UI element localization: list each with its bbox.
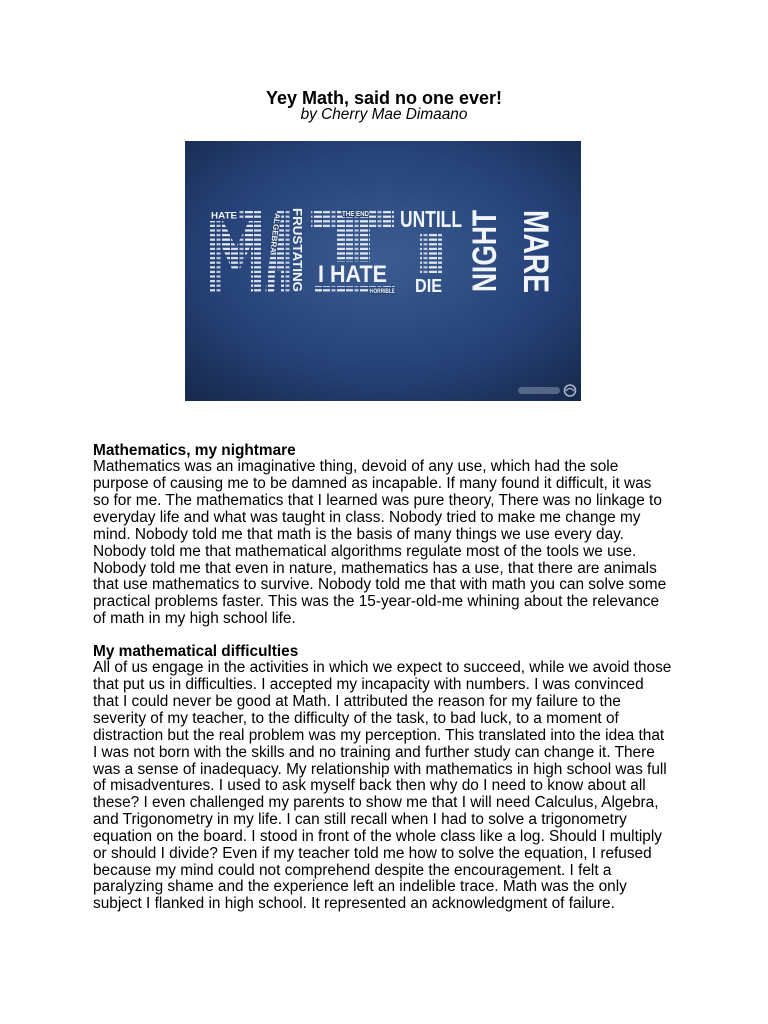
paragraph-line: or should I divide? Even if my teacher told me how to solve the equation, I refused: [93, 844, 652, 862]
paragraph-line: subject I flanked in high school. It represented an acknowledgment of failure.: [93, 895, 615, 913]
paragraph-line: of misadventures. I used to ask myself back then why do I need to know about all: [93, 777, 646, 795]
paragraph-line: because my mind could not comprehend despite the encouragement. I felt a: [93, 861, 612, 879]
paragraph-line: these? I even challenged my parents to show me that I will need Calculus, Algebra,: [93, 794, 659, 812]
paragraph-line: I was not born with the skills and no training and further study can change it. There: [93, 743, 655, 761]
section-heading: My mathematical difficulties: [93, 642, 299, 660]
paragraph-line: equation on the board. I stood in front of the whole class like a log. Should I multiply: [93, 827, 662, 845]
section-my-mathematical-difficulties: [93, 644, 671, 914]
paragraph-line: that put us in difficulties. I accepted my incapacity with numbers. I was convinced: [93, 676, 644, 694]
paragraph-line: that I could never be good at Math. I attributed the reason for my failure to the: [93, 693, 621, 711]
section-heading: Mathematics, my nightmare: [93, 441, 296, 459]
paragraph-line: so for me. The mathematics that I learned was pure theory, There was no linkage to: [93, 492, 662, 510]
word-i-hate: I HATE: [318, 261, 387, 288]
paragraph-line: of math in my high school life.: [93, 610, 296, 628]
document-title: Yey Math, said no one ever!: [265, 88, 503, 108]
paragraph-line: was a sense of inadequacy. My relationship with mathematics in high school was full: [93, 760, 667, 778]
paragraph-line: Nobody told me that even in nature, mathematics has a use, that there are animals: [93, 559, 657, 577]
word-hate: HATE: [211, 210, 237, 222]
paragraph-line: severity of my teacher, to the difficulty of the task, to bad luck, to a moment of: [93, 709, 619, 727]
paragraph-line: that use mathematics to survive. Nobody told me that with math you can solve some: [93, 576, 667, 594]
word-mare: MARE: [516, 210, 555, 314]
word-untill: UNTILL: [400, 206, 462, 232]
word-die: DIE: [415, 276, 442, 296]
paragraph-line: and Trigonometry in my life. I can still recall when I had to solve a trigonometry: [93, 811, 627, 829]
math-word-cloud-image: [185, 141, 581, 401]
word-algebra: ALGEBRA: [268, 212, 282, 254]
paragraph-line: everyday life and what was taught in class. Nobody tried to make me change my: [93, 508, 641, 526]
word-night: NIGHT: [466, 186, 504, 292]
paragraph-line: practical problems faster. This was the 15-year-old-me whining about the relevance: [93, 593, 660, 611]
author-byline: by Cherry Mae Dimaano: [300, 106, 468, 123]
section-mathematics-my-nightmare: [93, 443, 666, 628]
paragraph-line: mind. Nobody told me that math is the basis of many things we use every day.: [93, 525, 624, 543]
paragraph-line: Nobody told me that mathematical algorithms regulate most of the tools we use.: [93, 542, 637, 560]
word-frustating: FRUSTATING: [290, 208, 304, 287]
paragraph-line: paralyzing shame and the experience left an indelible trace. Math was the only: [93, 878, 627, 896]
word-horrible: HORRIBLE: [370, 289, 395, 295]
word-the-end: THE END: [342, 211, 369, 218]
paragraph-line: distraction but the real problem was my perception. This translated into the idea that: [93, 726, 665, 744]
paragraph-line: purpose of causing me to be damned as incapable. If many found it difficult, it was: [93, 475, 652, 493]
paragraph-line: All of us engage in the activities in which we expect to succeed, while we avoid those: [93, 659, 672, 677]
paragraph-line: Mathematics was an imaginative thing, devoid of any use, which had the sole: [93, 458, 619, 476]
